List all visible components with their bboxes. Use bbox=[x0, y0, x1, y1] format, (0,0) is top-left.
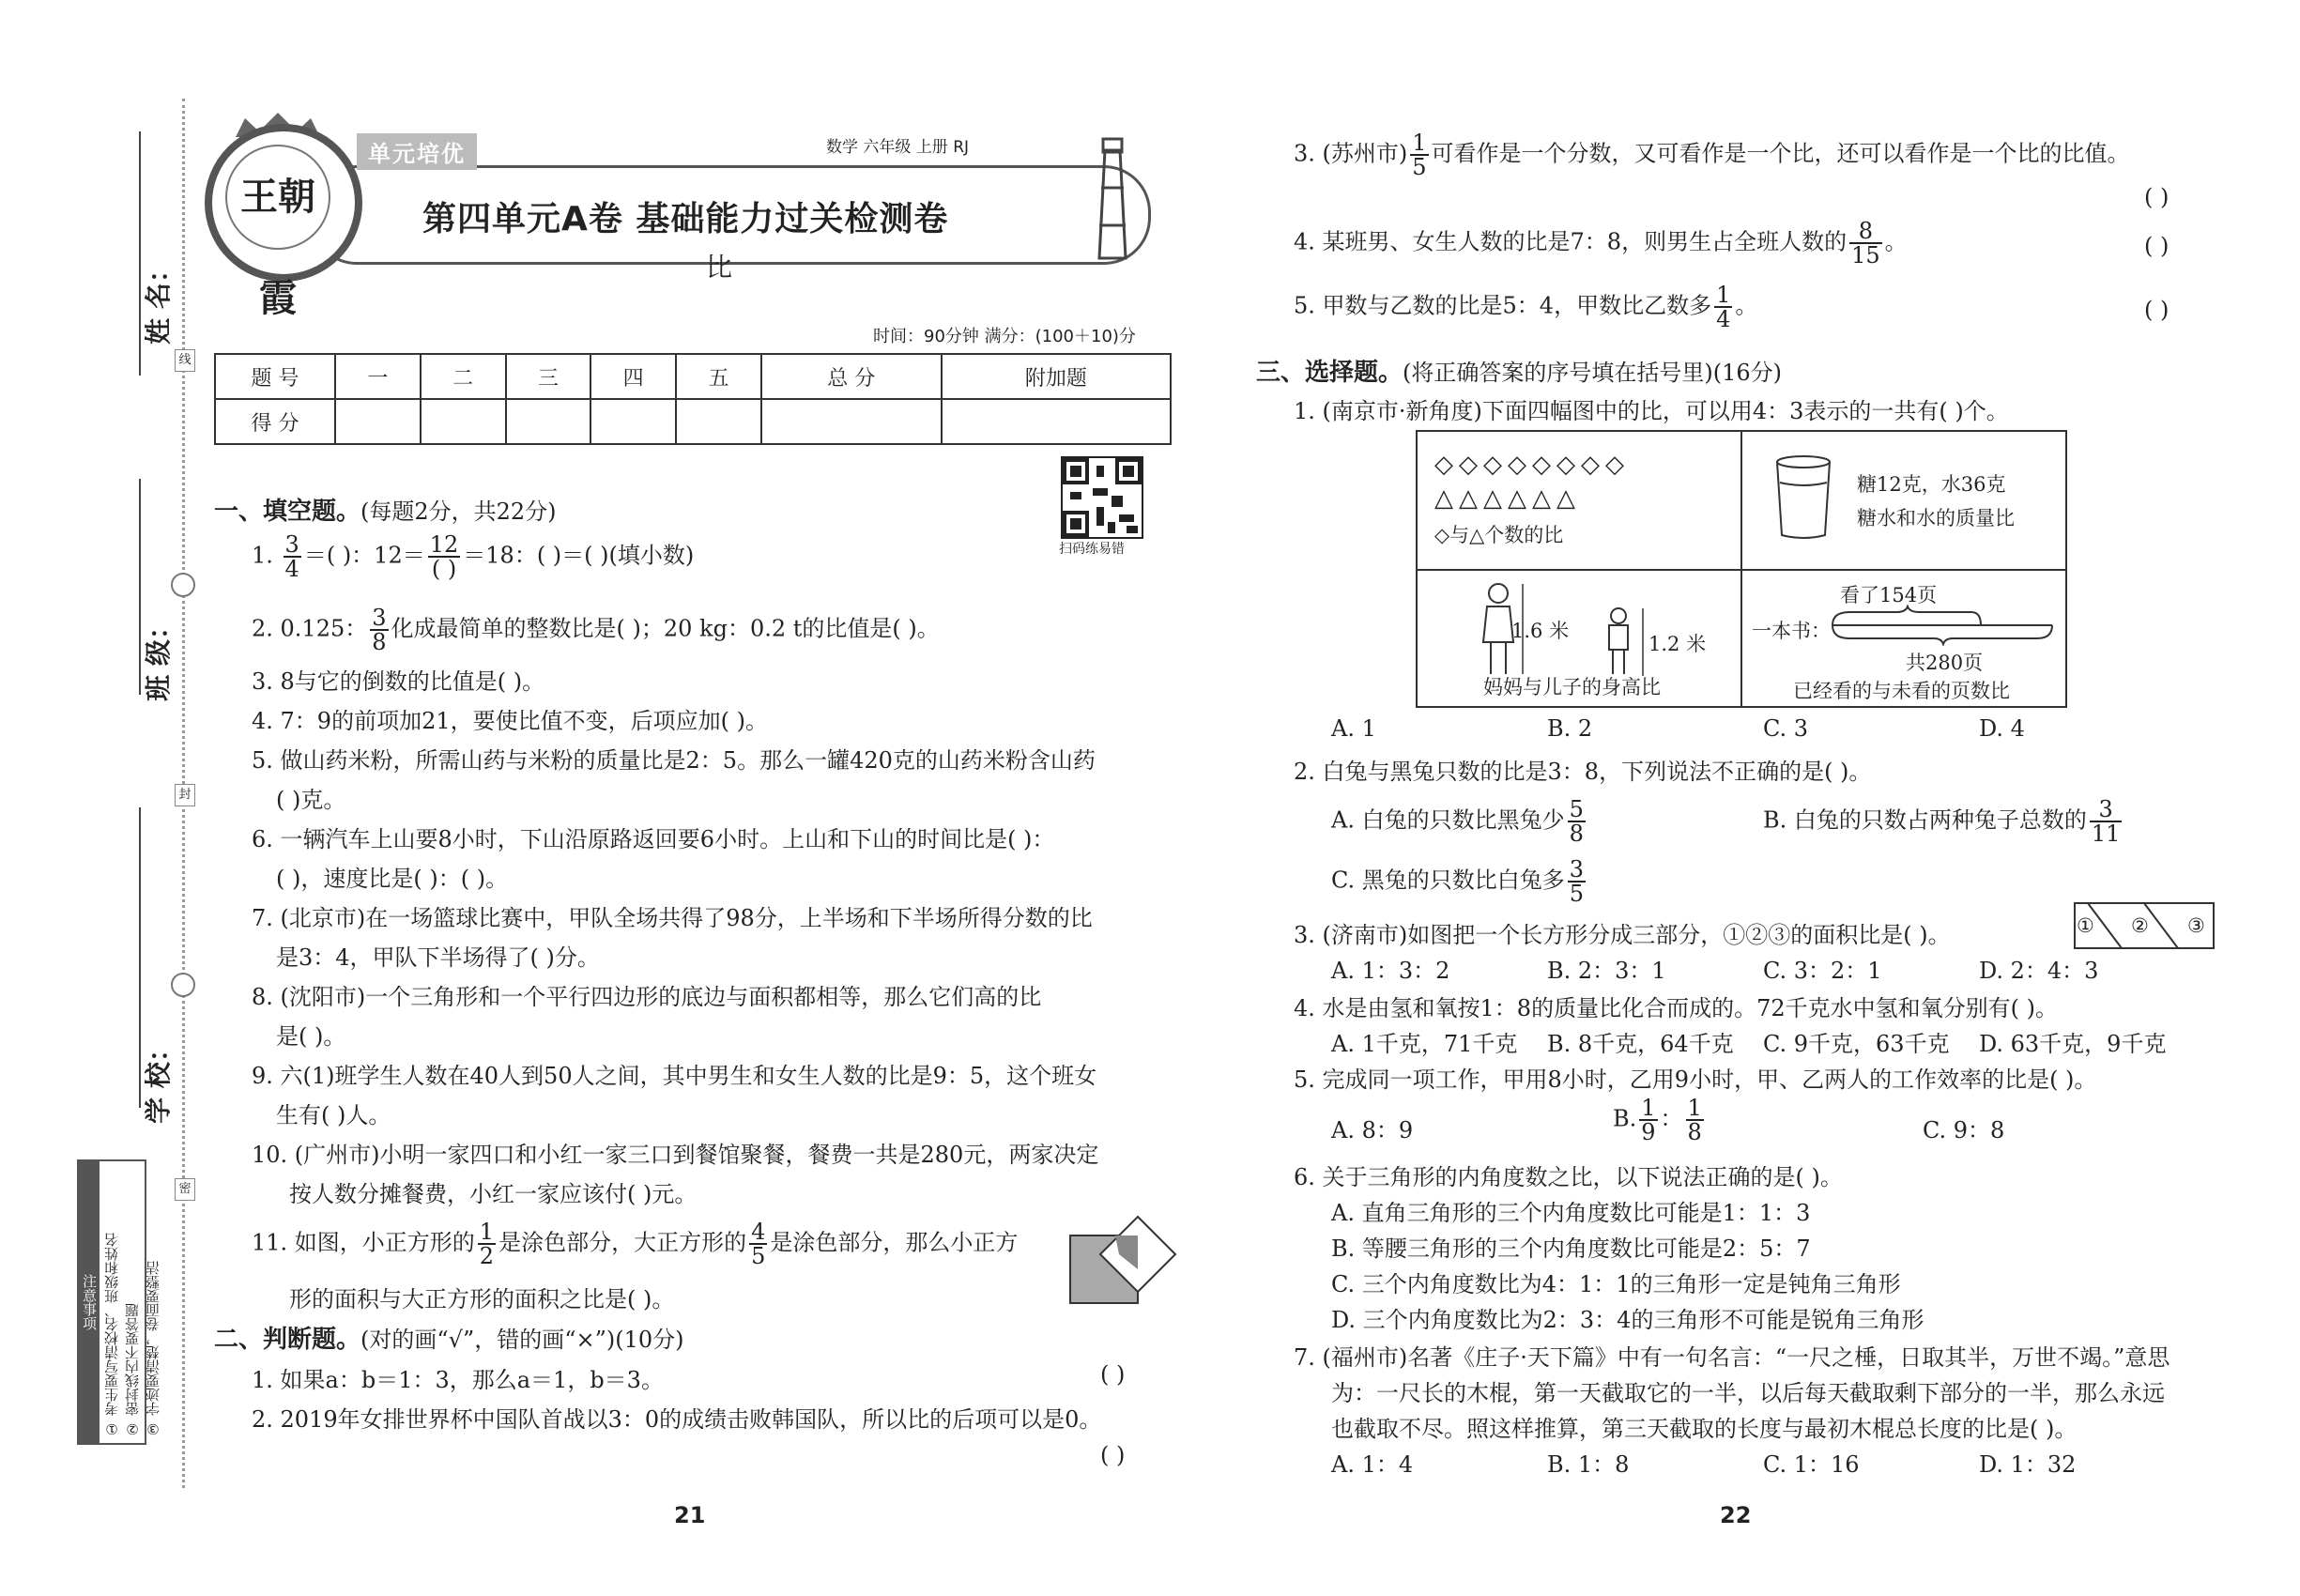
mother-height: 1.6 米 bbox=[1511, 620, 1570, 642]
q-text: 3. (苏州市) bbox=[1294, 140, 1408, 167]
denominator: 9 bbox=[1641, 1119, 1656, 1145]
question-1-5b: ( )克。 bbox=[276, 787, 346, 813]
notice-line: ① 考生要写清校名、班级和姓名 bbox=[103, 1233, 120, 1437]
table-cell: 五 bbox=[676, 354, 761, 399]
figure-caption: 已经看的与未看的页数比 bbox=[1793, 680, 2010, 702]
brand-logo bbox=[205, 124, 362, 320]
answer-bracket[interactable]: ( ) bbox=[1100, 1442, 1126, 1468]
option-a[interactable]: A. 直角三角形的三个内角度数比可能是1：1：3 bbox=[1331, 1200, 1811, 1226]
section-title-text: 二、判断题。 bbox=[214, 1326, 361, 1354]
numerator: 1 bbox=[479, 1219, 495, 1245]
section1-title bbox=[214, 492, 557, 527]
option-a[interactable]: A. 1千克，71千克 bbox=[1331, 1031, 1518, 1057]
option-c[interactable]: C. 9千克，63千克 bbox=[1763, 1031, 1950, 1057]
q-text: ： bbox=[1660, 1105, 1683, 1132]
numerator: 5 bbox=[1569, 796, 1584, 822]
denominator: 5 bbox=[1569, 881, 1585, 907]
q-text: 是涂色部分，大正方形的 bbox=[498, 1229, 747, 1256]
denominator: 2 bbox=[479, 1243, 495, 1269]
table-cell: 一 bbox=[335, 354, 421, 399]
header-tag: 单元培优 bbox=[357, 133, 477, 170]
figure-text: 糖12克，水36克 bbox=[1857, 473, 2006, 496]
seal-word-2: 封 bbox=[175, 784, 195, 806]
question-2-3 bbox=[1294, 131, 2130, 178]
figure-caption: 糖水和水的质量比 bbox=[1857, 507, 2015, 529]
question-1-8a: 8. (沈阳市)一个三角形和一个平行四边形的底边与面积都相等，那么它们高的比 bbox=[252, 984, 1042, 1010]
option-b[interactable]: B. 2：3：1 bbox=[1547, 958, 1666, 984]
part-label: ③ bbox=[2187, 914, 2205, 937]
option-b[interactable]: B. 等腰三角形的三个内角度数比可能是2：5：7 bbox=[1331, 1235, 1811, 1262]
question-2-2: 2. 2019年女排世界杯中国队首战以3：0的成绩击败韩国队，所以比的后项可以是0。 bbox=[252, 1406, 1102, 1433]
class-label: 班 级： bbox=[142, 613, 174, 701]
notice-box bbox=[77, 1159, 161, 1445]
page-number-left: 21 bbox=[674, 1502, 706, 1528]
figure-text: 共280页 bbox=[1906, 652, 1984, 674]
q-text: C. 黑兔的只数比白兔多 bbox=[1331, 867, 1565, 894]
question-1-9a: 9. 六(1)班学生人数在40人到50人之间，其中男生和女生人数的比是9：5，这个班女 bbox=[252, 1063, 1097, 1089]
option-c[interactable]: C. 三个内角度数比为4：1：1的三角形一定是钝角三角形 bbox=[1331, 1271, 1901, 1297]
table-cell: 题 号 bbox=[215, 354, 335, 399]
question-2-1: 1. 如果a：b＝1：3，那么a＝1，b＝3。 bbox=[252, 1367, 664, 1393]
seal-circle-2 bbox=[171, 973, 195, 997]
q-number: 1. bbox=[252, 542, 273, 569]
option-b[interactable]: B. 1：8 bbox=[1547, 1451, 1630, 1478]
seal-word-1: 线 bbox=[175, 349, 195, 372]
option-c[interactable]: C. 9：8 bbox=[1923, 1117, 2005, 1143]
figure-text: 看了154页 bbox=[1840, 584, 1938, 606]
squares-figure bbox=[1066, 1213, 1185, 1307]
son-figure-icon bbox=[1602, 606, 1654, 678]
question-3-3: 3. (济南市)如图把一个长方形分成三部分，①②③的面积比是( )。 bbox=[1294, 922, 1951, 948]
ratio-figure-grid bbox=[1416, 430, 2067, 708]
table-cell: 四 bbox=[590, 354, 676, 399]
question-1-1 bbox=[252, 533, 694, 580]
numerator: 3 bbox=[2090, 798, 2123, 822]
qr-code-icon[interactable] bbox=[1061, 456, 1143, 539]
numerator: 1 bbox=[1716, 282, 1731, 308]
numerator: 8 bbox=[1849, 220, 1882, 244]
page-subtitle: 比 bbox=[706, 252, 733, 283]
option-d[interactable]: D. 三个内角度数比为2：3：4的三角形不可能是锐角三角形 bbox=[1331, 1307, 1924, 1333]
numerator: 3 bbox=[1569, 856, 1585, 882]
option-c[interactable]: C. 1：16 bbox=[1763, 1451, 1860, 1478]
table-cell: 总 分 bbox=[761, 354, 942, 399]
question-1-6b: ( )，速度比是( )：( )。 bbox=[276, 866, 509, 892]
option-a[interactable]: A. 8：9 bbox=[1331, 1117, 1414, 1143]
part-label: ② bbox=[2131, 914, 2149, 937]
option-b[interactable] bbox=[1763, 798, 2124, 845]
table-row bbox=[215, 399, 1171, 444]
option-c[interactable]: C. 3 bbox=[1763, 715, 1809, 742]
denominator: 5 bbox=[751, 1243, 766, 1269]
question-1-5a: 5. 做山药米粉，所需山药与米粉的质量比是2：5。那么一罐420克的山药米粉含山药 bbox=[252, 747, 1096, 774]
denominator: 5 bbox=[1412, 154, 1427, 180]
question-3-4: 4. 水是由氢和氧按1：8的质量比化合而成的。72千克水中氢和氧分别有( )。 bbox=[1294, 995, 2058, 1021]
fraction bbox=[1714, 284, 1732, 330]
denominator: 8 bbox=[1569, 821, 1584, 847]
score-cell[interactable] bbox=[676, 399, 761, 444]
question-1-4: 4. 7：9的前项加21，要使比值不变，后项应加( )。 bbox=[252, 708, 768, 734]
section-note: (将正确答案的序号填在括号里)(16分) bbox=[1403, 360, 1783, 386]
q-text: 5. 甲数与乙数的比是5：4，甲数比乙数多 bbox=[1294, 292, 1712, 319]
question-3-7c: 也截取不尽。照这样推算，第三天截取的长度与最初木棍总长度的比是( )。 bbox=[1331, 1416, 2078, 1442]
answer-bracket[interactable]: ( ) bbox=[1100, 1361, 1126, 1388]
score-cell[interactable] bbox=[506, 399, 591, 444]
fraction bbox=[1849, 220, 1882, 267]
question-1-11b: 形的面积与大正方形的面积之比是( )。 bbox=[289, 1286, 675, 1312]
q-text: 2. 0.125： bbox=[252, 615, 368, 642]
question-3-7a: 7. (福州市)名著《庄子·天下篇》中有一句名言：“一尺之棰，日取其半，万世不竭。”意思 bbox=[1294, 1344, 2170, 1371]
score-cell[interactable] bbox=[761, 399, 942, 444]
score-cell[interactable] bbox=[335, 399, 421, 444]
triangle-shapes: △△△△△△ bbox=[1434, 484, 1581, 513]
option-a[interactable] bbox=[1331, 798, 1588, 845]
answer-bracket[interactable]: ( ) bbox=[2144, 184, 2170, 210]
notice-head: 注意事项 bbox=[79, 1161, 100, 1443]
table-cell: 二 bbox=[421, 354, 506, 399]
seal-word-3: 密 bbox=[175, 1178, 195, 1201]
numerator: 4 bbox=[751, 1219, 766, 1245]
question-1-10a: 10. (广州市)小明一家四口和小红一家三口到餐馆聚餐，餐费一共是280元，两家决定 bbox=[252, 1142, 1099, 1168]
denominator: 11 bbox=[2091, 821, 2121, 847]
question-3-2: 2. 白兔与黑兔只数的比是3：8，下列说法不正确的是( )。 bbox=[1294, 759, 1872, 785]
question-2-5 bbox=[1294, 284, 1757, 330]
fraction bbox=[370, 606, 388, 653]
q-text: 可看作是一个分数，又可看作是一个比，还可以看作是一个比的比值。 bbox=[1431, 140, 2130, 167]
seal-circle-1 bbox=[171, 573, 195, 597]
diamond-shapes: ◇◇◇◇◇◇◇◇ bbox=[1434, 451, 1630, 479]
name-line[interactable] bbox=[139, 131, 141, 376]
section2-title bbox=[214, 1320, 684, 1355]
school-label: 学 校： bbox=[142, 1036, 174, 1124]
fraction bbox=[1410, 131, 1428, 178]
score-cell[interactable] bbox=[590, 399, 676, 444]
page-title: 第四单元A卷 基础能力过关检测卷 bbox=[422, 200, 949, 238]
option-c[interactable]: C. 3：2：1 bbox=[1763, 958, 1882, 984]
table-cell: 得 分 bbox=[215, 399, 335, 444]
question-3-6: 6. 关于三角形的内角度数之比，以下说法正确的是( )。 bbox=[1294, 1164, 1843, 1190]
question-1-8b: 是( )。 bbox=[276, 1023, 346, 1050]
notice-line: ③ 字迹要清楚，卷面要整洁 bbox=[145, 1261, 161, 1437]
option-a[interactable]: A. 1 bbox=[1331, 715, 1376, 742]
answer-bracket[interactable]: ( ) bbox=[2144, 233, 2170, 259]
denominator: 4 bbox=[284, 556, 299, 582]
fraction bbox=[428, 533, 461, 580]
fraction bbox=[1568, 858, 1586, 905]
option-d[interactable]: D. 63千克，9千克 bbox=[1979, 1031, 2167, 1057]
option-a[interactable]: A. 1：3：2 bbox=[1331, 958, 1450, 984]
q-text: 。 bbox=[1884, 228, 1908, 255]
table-cell: 附加题 bbox=[942, 354, 1171, 399]
son-height: 1.2 米 bbox=[1648, 633, 1707, 655]
q-text: 化成最简单的整数比是( )；20 kg：0.2 t的比值是( )。 bbox=[391, 615, 940, 642]
figure-caption: ◇与△个数的比 bbox=[1434, 524, 1564, 546]
notice-line: ② 密封线内不要答题 bbox=[124, 1303, 141, 1437]
table-cell: 三 bbox=[506, 354, 591, 399]
school-line[interactable] bbox=[139, 807, 141, 1108]
question-3-5: 5. 完成同一项工作，甲用8小时，乙用9小时，甲、乙两人的工作效率的比是( )。 bbox=[1294, 1067, 2097, 1093]
figure-caption: 妈妈与儿子的身高比 bbox=[1483, 676, 1661, 698]
figure-text: 一本书： bbox=[1752, 620, 1831, 642]
question-1-6a: 6. 一辆汽车上山要8小时，下山沿原路返回要6小时。上山和下山的时间比是( )： bbox=[252, 826, 1055, 852]
fraction bbox=[1568, 798, 1586, 845]
q-text: A. 白兔的只数比黑兔少 bbox=[1331, 806, 1565, 834]
fraction bbox=[749, 1220, 767, 1267]
q-text: 。 bbox=[1735, 292, 1758, 319]
score-cell[interactable] bbox=[421, 399, 506, 444]
notice-text bbox=[101, 1233, 163, 1437]
brace-diagram bbox=[1831, 605, 2056, 646]
question-1-10b: 按人数分摊餐费，小红一家应该付( )元。 bbox=[289, 1181, 698, 1207]
option-d[interactable]: D. 2：4：3 bbox=[1979, 958, 2099, 984]
name-label: 姓 名： bbox=[142, 256, 174, 345]
question-1-7a: 7. (北京市)在一场篮球比赛中，甲队全场共得了98分，上半场和下半场所得分数的比 bbox=[252, 905, 1093, 931]
question-1-3: 3. 8与它的倒数的比值是( )。 bbox=[252, 668, 545, 695]
numerator: 3 bbox=[284, 531, 299, 558]
option-a[interactable]: A. 1：4 bbox=[1331, 1451, 1414, 1478]
denominator: 4 bbox=[1716, 306, 1731, 332]
q-text: B. 白兔的只数占两种兔子总数的 bbox=[1763, 806, 2087, 834]
page-number-right: 22 bbox=[1720, 1502, 1752, 1528]
numerator: 3 bbox=[372, 605, 387, 631]
fraction bbox=[478, 1220, 496, 1267]
numerator: 1 bbox=[1641, 1095, 1656, 1121]
question-1-9b: 生有( )人。 bbox=[276, 1102, 391, 1128]
q-text: 4. 某班男、女生人数的比是7：8，则男生占全班人数的 bbox=[1294, 228, 1848, 255]
question-1-11a bbox=[252, 1220, 1018, 1267]
denominator[interactable]: ( ) bbox=[431, 556, 457, 582]
denominator: 8 bbox=[372, 629, 387, 655]
option-b[interactable]: B. 2 bbox=[1547, 715, 1593, 742]
option-d[interactable]: D. 4 bbox=[1979, 715, 2025, 742]
option-d[interactable]: D. 1：32 bbox=[1979, 1451, 2077, 1478]
lighthouse-icon bbox=[1084, 131, 1141, 263]
option-c[interactable] bbox=[1331, 858, 1588, 905]
denominator: 15 bbox=[1851, 242, 1880, 269]
score-table bbox=[214, 353, 1172, 445]
divider bbox=[1740, 432, 1742, 706]
score-cell[interactable] bbox=[942, 399, 1171, 444]
option-b[interactable]: B. 8千克，64千克 bbox=[1547, 1031, 1734, 1057]
numerator: 12 bbox=[429, 531, 459, 558]
q-text: B. bbox=[1613, 1105, 1637, 1132]
fraction bbox=[2090, 798, 2123, 845]
answer-bracket[interactable]: ( ) bbox=[2144, 297, 2170, 323]
header-meta: 数学 六年级 上册 RJ bbox=[826, 138, 970, 157]
logo-text: 王朝霞 bbox=[240, 175, 315, 320]
class-line[interactable] bbox=[139, 479, 141, 695]
question-3-1: 1. (南京市·新角度)下面四幅图中的比，可以用4：3表示的一共有( )个。 bbox=[1294, 398, 2009, 424]
part-label: ① bbox=[2077, 914, 2094, 937]
time-info: 时间：90分钟 满分：(100＋10)分 bbox=[873, 327, 1136, 346]
question-2-4 bbox=[1294, 220, 1908, 267]
section-note: (对的画“√”，错的画“×”)(10分) bbox=[360, 1327, 684, 1353]
denominator: 8 bbox=[1687, 1119, 1702, 1145]
section3-title bbox=[1256, 353, 1782, 388]
q-text: 11. 如图，小正方形的 bbox=[252, 1229, 475, 1256]
q-text: 是涂色部分，那么小正方 bbox=[770, 1229, 1019, 1256]
table-row bbox=[215, 354, 1171, 399]
question-3-7b: 为：一尺长的木棍，第一天截取它的一半，以后每天截取剩下部分的一半，那么永远 bbox=[1331, 1380, 2165, 1406]
water-glass-icon bbox=[1774, 454, 1832, 541]
q-text: ＝18：( )＝( )(填小数) bbox=[463, 542, 695, 569]
fraction bbox=[284, 533, 301, 580]
qr-label: 扫码练易错 bbox=[1059, 542, 1125, 557]
numerator: 1 bbox=[1412, 130, 1427, 156]
question-1-7b: 是3：4，甲队下半场得了( )分。 bbox=[276, 944, 600, 971]
fraction bbox=[1639, 1097, 1657, 1143]
q-text: ＝( )：12＝ bbox=[303, 542, 425, 569]
option-b[interactable] bbox=[1613, 1097, 1707, 1143]
section-title-text: 一、填空题。 bbox=[214, 498, 361, 526]
fraction bbox=[1686, 1097, 1704, 1143]
section-note: (每题2分，共22分) bbox=[360, 499, 557, 525]
question-1-2 bbox=[252, 606, 940, 653]
numerator: 1 bbox=[1687, 1095, 1702, 1121]
section-title-text: 三、选择题。 bbox=[1256, 359, 1403, 387]
